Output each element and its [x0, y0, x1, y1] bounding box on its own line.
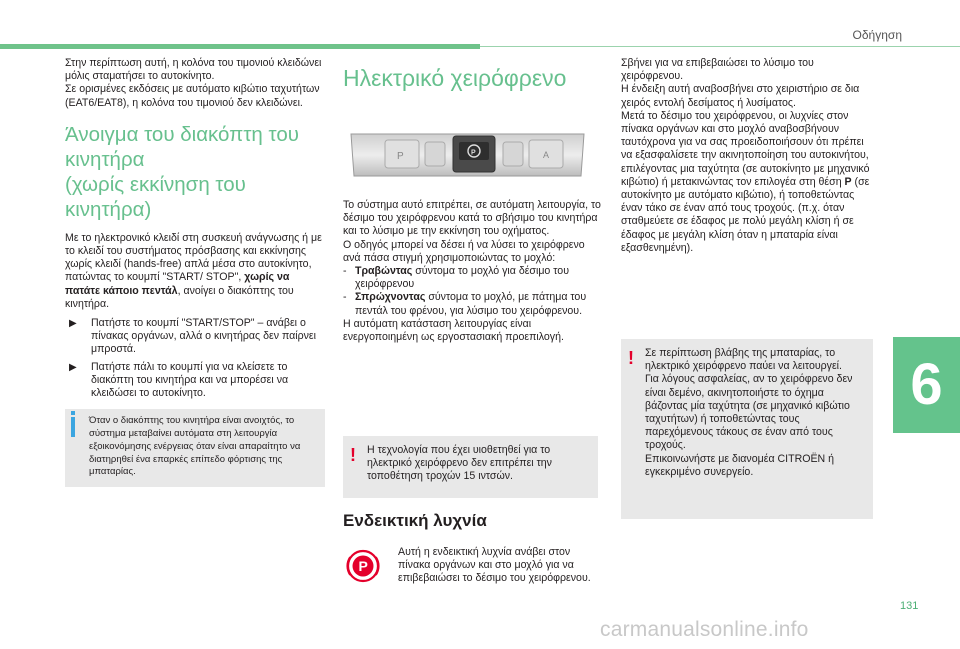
- battery-warning-text-3: Επικοινωνήστε με διανομέα CITROËN ή εγκεκριμένο συνεργείο.: [645, 452, 835, 478]
- auto-p-label: P: [397, 151, 404, 162]
- chapter-title: Οδήγηση: [852, 28, 902, 42]
- brake-paragraph-1: Το σύστημα αυτό επιτρέπει, σε αυτόματη λειτουργία, το δέσιμο του χειρόφρενου κατά το σβήσιμο του κινητήρα και το λύσιμο με την εκκίνηση του οχήματος.: [343, 199, 601, 238]
- section-heading-parking-brake: Ηλεκτρικό χειρόφρενο: [343, 65, 567, 91]
- auto-hold-label: A: [543, 150, 550, 160]
- header-rule: [480, 46, 960, 47]
- lamp-off-paragraph: Σβήνει για να επιβεβαιώσει το λύσιμο του χειρόφρενου.: [621, 57, 814, 83]
- dash-item: [343, 291, 605, 317]
- immobilise-text-end: (σε αυτοκίνητο με αυτόματο κιβώτιο), ή τοποθετώντας έναν τάκο σε έναν από τους τροχούς. (π.χ. όταν σταθμεύετε σε έδαφος με πολύ μεγάλη κλίση ή σε έδαφος με μεγάλη κλίση όταν η μπαταρία είναι εξασθενημένη).: [621, 175, 870, 254]
- warning-icon: !: [628, 348, 634, 368]
- dash-bold: Σπρώχνοντας: [355, 291, 426, 304]
- bullet-list: [65, 317, 325, 400]
- dash-text: [355, 265, 605, 291]
- header-accent-bar: [0, 44, 480, 49]
- heading-line-2: (χωρίς εκκίνηση του κινητήρα): [65, 172, 246, 221]
- dash-item: [343, 265, 605, 291]
- brake-paragraph-2: Ο οδηγός μπορεί να δέσει ή να λύσει το χειρόφρενο ανά πάσα στιγμή χρησιμοποιώντας το μοχλό:: [343, 238, 585, 264]
- bullet-arrow-icon: ▶: [69, 318, 77, 330]
- chapter-number: 6: [910, 352, 943, 417]
- bullet-item: [65, 317, 325, 357]
- warning-lamp-heading: Ενδεικτική λυχνία: [343, 511, 487, 530]
- warning-note-box-battery: [621, 339, 873, 519]
- watermark-text: carmanualsonline.info: [600, 618, 809, 641]
- battery-warning-body: [645, 347, 865, 479]
- warning-icon: !: [350, 445, 356, 465]
- parking-brake-console-illustration: [345, 128, 590, 182]
- info-note-text: Όταν ο διακόπτης του κινητήρα είναι ανοιχτός, το σύστημα μεταβαίνει αυτόματα στη λειτουργία εξοικονόμησης ενέργειας όταν είναι απαραίτητο να διατηρηθεί ένα επαρκές επίπεδο φόρτισης της μπαταρίας.: [89, 415, 301, 478]
- battery-warning-text-2: Για λόγους ασφαλείας, αν το χειρόφρενο δεν είναι δεμένο, ακινητοποιήστε το όχημα βάζοντας μία ταχύτητα (σε μηχανικό κιβώτιο ταχυτήτων) ή τοποθετώντας τους παρεχόμενους τάκους σε έναν από τους τροχούς.: [645, 373, 853, 452]
- immobilise-text-bold: P: [844, 175, 852, 188]
- dash-bold: Τραβώντας: [355, 265, 413, 278]
- column-middle: [343, 66, 605, 91]
- dash-rest: σύντομα το μοχλό, με πάτημα του πεντάλ του φρένου, για λύσιμο του χειρόφρενου.: [355, 291, 587, 317]
- battery-warning-text-1: Σε περίπτωση βλάβης της μπαταρίας, το ηλεκτρικό χειρόφρενο παύει να λειτουργεί.: [645, 347, 842, 373]
- lamp-p-letter: P: [358, 558, 368, 574]
- info-icon: [71, 417, 75, 437]
- brake-paragraph-3: Η αυτόματη κατάσταση λειτουργίας είναι ενεργοποιημένη ως εργοστασιακή προεπιλογή.: [343, 317, 564, 344]
- dash-text: [355, 291, 605, 317]
- bullet-item: [65, 361, 325, 401]
- brake-lever-p-letter: P: [471, 149, 476, 157]
- ignition-text-start: Με το ηλεκτρονικό κλειδί στη συσκευή ανάγνωσης ή με το κλειδί του συστήματος πρόσβασης και εκκίνησης χωρίς κλειδί (hands-free) απλά μέσα στο αυτοκίνητο, πατώντας το κουμπί "START/ STOP",: [65, 231, 322, 284]
- info-note-box: [65, 409, 325, 487]
- section-heading-ignition: [65, 122, 325, 222]
- ignition-text-end: , ανοίγει ο διακόπτης του κινητήρα.: [65, 284, 294, 310]
- page-number: 131: [900, 600, 919, 612]
- lamp-flash-paragraph: Η ένδειξη αυτή αναβοσβήνει στο χειριστήριο σε δια χειρός εντολή δεσίματος ή λυσίματος.: [621, 83, 860, 109]
- intro-paragraph-2: Σε ορισμένες εκδόσεις με αυτόματο κιβώτιο ταχυτήτων (EAT6/EAT8), η κολόνα του τιμονιού δεν κλειδώνει.: [65, 83, 320, 109]
- dash-rest: σύντομα το μοχλό για δέσιμο του χειρόφρενου: [355, 265, 569, 291]
- column-right: [621, 57, 876, 255]
- warning-note-box-wheels: [343, 436, 598, 498]
- intro-paragraph: Στην περίπτωση αυτή, η κολόνα του τιμονιού κλειδώνει μόλις σταματήσει το αυτοκίνητο.: [65, 57, 322, 83]
- warning-lamp-text: Αυτή η ενδεικτική λυχνία ανάβει στον πίνακα οργάνων και στο μοχλό για να επιβεβαιώσει το δέσιμο του χειρόφρενου.: [398, 546, 591, 585]
- bullet-text: Πατήστε πάλι το κουμπί για να κλείσετε το διακόπτη του κινητήρα και να μπορέσει να κλειδώσει το αυτοκίνητο.: [91, 360, 289, 400]
- column-left: [65, 57, 325, 487]
- dash-mark: -: [343, 265, 347, 278]
- parking-brake-warning-lamp-icon: [345, 548, 381, 584]
- bullet-arrow-icon: ▶: [69, 361, 77, 373]
- immobilise-text-start: Μετά το δέσιμο του χειρόφρενου, οι λυχνίες στον πίνακα οργάνων και στο μοχλό αναβοσβήνουν ταυτόχρονα για να σας προειδοποιήσουν ότι πρέπει να εξασφαλίσετε την ακινητοποίηση του αυτοκινήτου, επιλέγοντας μια ταχύτητα (σε αυτοκίνητο με μηχανικό κιβώτιο) ή μετακινώντας τον επιλογέα στη θέση: [621, 109, 870, 188]
- ignition-paragraph: [65, 232, 325, 311]
- warning-text: Η τεχνολογία που έχει υιοθετηθεί για το ηλεκτρικό χειρόφρενο δεν επιτρέπει την τοποθέτηση τροχών 15 ιντσών.: [367, 444, 552, 483]
- heading-line-1: Άνοιγμα του διακόπτη του κινητήρα: [65, 122, 299, 171]
- column-middle-body: [343, 199, 605, 344]
- immobilise-paragraph: [621, 110, 876, 255]
- ignition-text-bold: χωρίς να πατάτε κάποιο πεντάλ: [65, 271, 290, 297]
- bullet-text: Πατήστε το κουμπί "START/STOP" – ανάβει ο πίνακας οργάνων, αλλά ο κινητήρας δεν παίρνει μπροστά.: [91, 317, 316, 356]
- dash-mark: -: [343, 291, 347, 304]
- chapter-tab: [893, 337, 960, 433]
